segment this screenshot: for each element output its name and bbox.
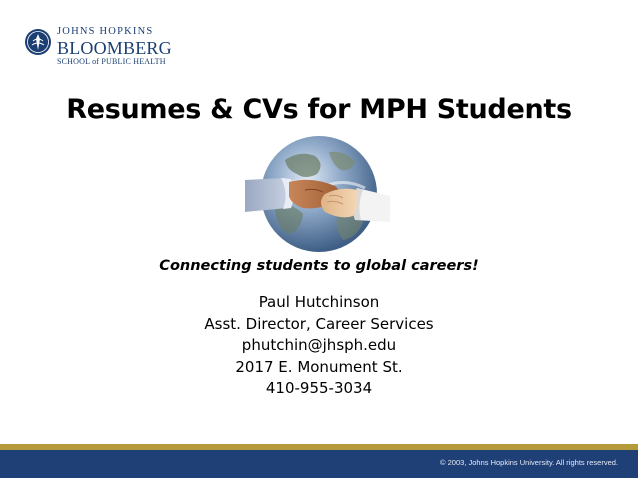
globe-icon bbox=[245, 130, 390, 255]
logo-line-bloomberg: BLOOMBERG bbox=[57, 37, 172, 58]
contact-address: 2017 E. Monument St. bbox=[235, 357, 403, 376]
university-seal-icon bbox=[24, 28, 52, 56]
slide-title: Resumes & CVs for MPH Students bbox=[66, 94, 572, 125]
contact-phone: 410-955-3034 bbox=[265, 379, 373, 397]
contact-block bbox=[0, 292, 638, 400]
globe-handshake-image bbox=[245, 130, 390, 255]
jhsph-logo bbox=[24, 26, 174, 70]
footer-copyright: © 2003, Johns Hopkins University. All rights reserved. bbox=[440, 458, 618, 467]
contact-name: Paul Hutchinson bbox=[258, 293, 380, 311]
tagline: Connecting students to global careers! bbox=[159, 258, 479, 274]
contact-position: Asst. Director, Career Services bbox=[204, 314, 434, 333]
logo-line-university: JOHNS HOPKINS bbox=[57, 26, 154, 37]
contact-email: phutchin@jhsph.edu bbox=[241, 336, 397, 354]
logo-wordmark bbox=[57, 26, 172, 66]
logo-line-school: SCHOOL of PUBLIC HEALTH bbox=[57, 56, 166, 66]
